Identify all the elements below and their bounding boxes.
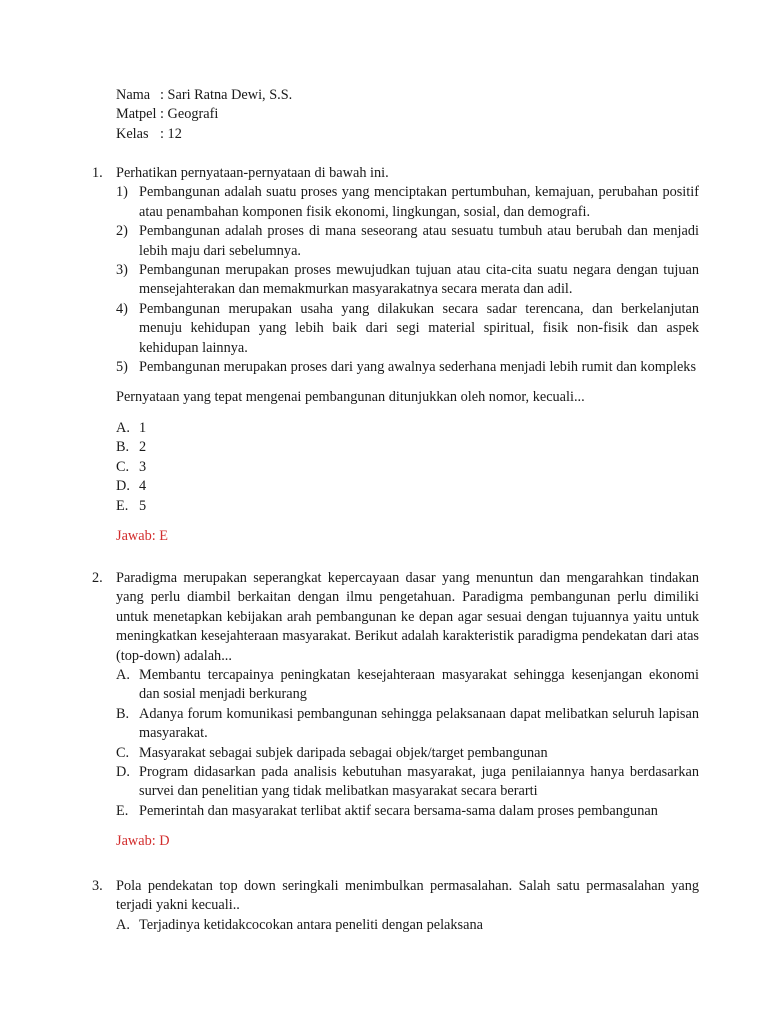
class-label: Kelas	[116, 125, 149, 142]
question-number: 2.	[92, 570, 103, 586]
option-item	[116, 744, 699, 763]
question-prompt: Pernyataan yang tepat mengenai pembangunan ditunjukkan oleh nomor, kecuali...	[116, 389, 585, 406]
option-marker: B.	[116, 439, 130, 456]
option-item	[116, 419, 699, 438]
option-marker: D.	[116, 764, 130, 781]
option-item	[116, 763, 699, 802]
option-text: Program didasarkan pada analisis kebutuhan masyarakat, juga penilaiannya hanya berdasarkan survei dan penelitian yang tidak melibatkan masyarakat secara berarti	[139, 764, 699, 800]
option-item	[116, 438, 699, 457]
option-item	[116, 666, 699, 705]
name-label: Nama	[116, 87, 151, 103]
statement-item	[116, 261, 699, 300]
statement-text: Pembangunan adalah suatu proses yang menciptakan pertumbuhan, kemajuan, perubahan positif atau penambahan komponen fisik ekonomi, lingkungan, sosial, dan demografi.	[139, 184, 699, 220]
answer-key: Jawab: E	[116, 527, 169, 544]
option-marker: B.	[116, 705, 130, 722]
option-text: 1	[139, 419, 147, 436]
question-stem: Perhatikan pernyataan-pernyataan di bawah ini.	[116, 165, 389, 181]
statement-text: Pembangunan adalah proses di mana seseorang atau sesuatu tumbuh atau berubah dan menjadi lebih maju dari sebelumnya.	[139, 223, 699, 259]
class-row	[116, 125, 292, 144]
option-marker: A.	[116, 916, 130, 933]
option-item	[116, 916, 699, 935]
statement-marker: 5)	[116, 359, 128, 376]
option-text: Masyarakat sebagai subjek daripada sebagai objek/target pembangunan	[139, 744, 548, 761]
question-number: 1.	[92, 165, 103, 181]
statement-text: Pembangunan merupakan proses dari yang awalnya sederhana menjadi lebih rumit dan kompleks	[139, 359, 697, 376]
class-value: : 12	[160, 125, 182, 142]
option-marker: A.	[116, 419, 130, 436]
answer-key: Jawab: D	[116, 833, 170, 850]
question-stem: Pola pendekatan top down seringkali menimbulkan permasalahan. Salah satu permasalahan yang terjadi yakni kecuali..	[116, 878, 699, 914]
option-text: 4	[139, 478, 147, 495]
question-1	[92, 164, 699, 546]
statement-item	[116, 222, 699, 261]
statement-marker: 4)	[116, 300, 128, 317]
question-2	[92, 569, 699, 852]
name-value: : Sari Ratna Dewi, S.S.	[160, 87, 293, 103]
option-text: 3	[139, 458, 147, 475]
question-3	[92, 877, 699, 935]
option-item	[116, 497, 699, 516]
option-item	[116, 477, 699, 496]
option-text: 5	[139, 497, 147, 514]
subject-value: : Geografi	[160, 106, 219, 123]
statement-item	[116, 300, 699, 358]
header-info	[116, 86, 292, 144]
option-marker: E.	[116, 802, 129, 819]
statement-marker: 2)	[116, 223, 128, 240]
statement-item	[116, 358, 699, 377]
name-row	[116, 86, 292, 105]
statement-marker: 3)	[116, 262, 128, 279]
statement-item	[116, 183, 699, 222]
option-marker: D.	[116, 478, 130, 495]
option-text: Terjadinya ketidakcocokan antara peneliti dengan pelaksana	[139, 916, 483, 933]
option-text: Pemerintah dan masyarakat terlibat aktif secara bersama-sama dalam proses pembangunan	[139, 802, 658, 819]
question-number: 3.	[92, 878, 103, 894]
question-stem: Paradigma merupakan seperangkat kepercayaan dasar yang menuntun dan mengarahkan tindakan yang perlu diambil berkaitan dengan ilmu pengetahuan. Paradigma pembangunan perlu dimiliki untuk menetapkan kebijakan arah pembangunan ke depan agar sesuai dengan tujuannya yaitu untuk meningkatkan kesejahteraan masyarakat. Berikut adalah karakteristik paradigma pendekatan dari atas (top-down) adalah...	[116, 570, 699, 664]
option-item	[116, 802, 699, 821]
subject-row	[116, 105, 292, 124]
option-item	[116, 458, 699, 477]
option-text: Adanya forum komunikasi pembangunan sehingga pelaksanaan dapat melibatkan seluruh lapisan masyarakat.	[139, 705, 699, 742]
statement-marker: 1)	[116, 184, 128, 201]
statement-text: Pembangunan merupakan proses mewujudkan tujuan atau cita-cita suatu negara dengan tujuan mensejahterakan dan memakmurkan masyarakatnya secara merata dan adil.	[139, 262, 699, 298]
option-marker: A.	[116, 667, 130, 684]
option-marker: E.	[116, 497, 129, 514]
option-text: 2	[139, 439, 147, 456]
option-text: Membantu tercapainya peningkatan kesejahteraan masyarakat sehingga kesenjangan ekonomi dan sosial menjadi berkurang	[139, 667, 699, 703]
statement-text: Pembangunan merupakan usaha yang dilakukan secara sadar terencana, dan berkelanjutan menuju kehidupan yang lebih baik dari segi material spiritual, fisik non-fisik dan aspek kehidupan lainnya.	[139, 300, 699, 356]
option-item	[116, 705, 699, 744]
option-marker: C.	[116, 744, 130, 761]
subject-label: Matpel	[116, 106, 157, 123]
option-marker: C.	[116, 458, 130, 475]
